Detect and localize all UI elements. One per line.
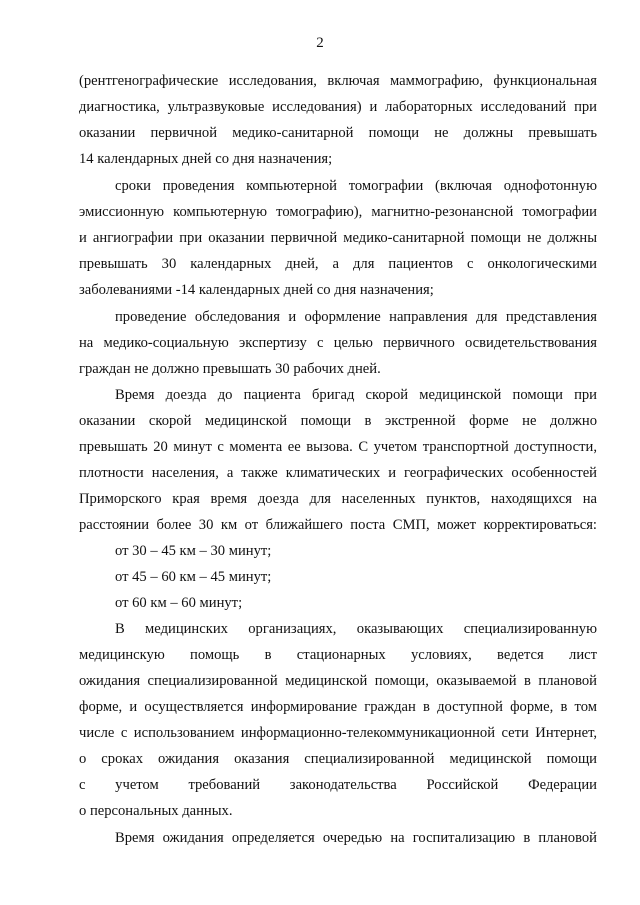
text-line: оказании скорой медицинской помощи в экстренной форме не должно xyxy=(79,413,597,429)
text-line: превышать 30 календарных дней, а для пациентов с онкологическими xyxy=(79,256,597,272)
text-line: (рентгенографические исследования, включая маммографию, функциональная xyxy=(79,73,597,89)
text-line: с учетом требований законодательства Российской Федерации xyxy=(79,777,597,793)
text-line: о персональных данных. xyxy=(79,803,233,819)
text-line: проведение обследования и оформление направления для представления xyxy=(115,309,597,325)
text-line: медицинскую помощь в стационарных условиях, ведется лист xyxy=(79,647,597,663)
text-line: числе с использованием информационно-телекоммуникационной сети Интернет, xyxy=(79,725,597,741)
text-line: превышать 20 минут с момента ее вызова. С учетом транспортной доступности, xyxy=(79,439,597,455)
text-line: граждан не должно превышать 30 рабочих дней. xyxy=(79,361,381,377)
text-line: и ангиографии при оказании первичной медико-санитарной помощи не должны xyxy=(79,230,597,246)
text-line: Время ожидания определяется очередью на госпитализацию в плановой xyxy=(115,830,597,846)
text-line: заболеваниями -14 календарных дней со дня назначения; xyxy=(79,282,434,298)
text-line: оказании первичной медико-санитарной помощи не должны превышать xyxy=(79,125,597,141)
text-line: диагностика, ультразвуковые исследования) и лабораторных исследований при xyxy=(79,99,597,115)
text-line: В медицинских организациях, оказывающих специализированную xyxy=(115,621,597,637)
text-line: эмиссионную компьютерную томографию), магнитно-резонансной томографии xyxy=(79,204,597,220)
text-line: на медико-социальную экспертизу с целью первичного освидетельствования xyxy=(79,335,597,351)
text-line: ожидания специализированной медицинской помощи, оказываемой в плановой xyxy=(79,673,597,689)
text-line: сроки проведения компьютерной томографии (включая однофотонную xyxy=(115,178,597,194)
text-line: от 45 – 60 км – 45 минут; xyxy=(115,569,272,585)
text-line: о сроках ожидания оказания специализированной медицинской помощи xyxy=(79,751,597,767)
text-line: от 60 км – 60 минут; xyxy=(115,595,243,611)
text-line: от 30 – 45 км – 30 минут; xyxy=(115,543,272,559)
page-number: 2 xyxy=(316,35,324,51)
text-line: Время доезда до пациента бригад скорой медицинской помощи при xyxy=(115,387,597,403)
text-line: 14 календарных дней со дня назначения; xyxy=(79,151,333,167)
text-line: плотности населения, а также климатических и географических особенностей xyxy=(79,465,597,481)
text-line: расстоянии более 30 км от ближайшего поста СМП, может корректироваться: xyxy=(79,517,597,533)
text-line: форме, и осуществляется информирование граждан в доступной форме, в том xyxy=(79,699,597,715)
text-line: Приморского края время доезда для населенных пунктов, находящихся на xyxy=(79,491,597,507)
